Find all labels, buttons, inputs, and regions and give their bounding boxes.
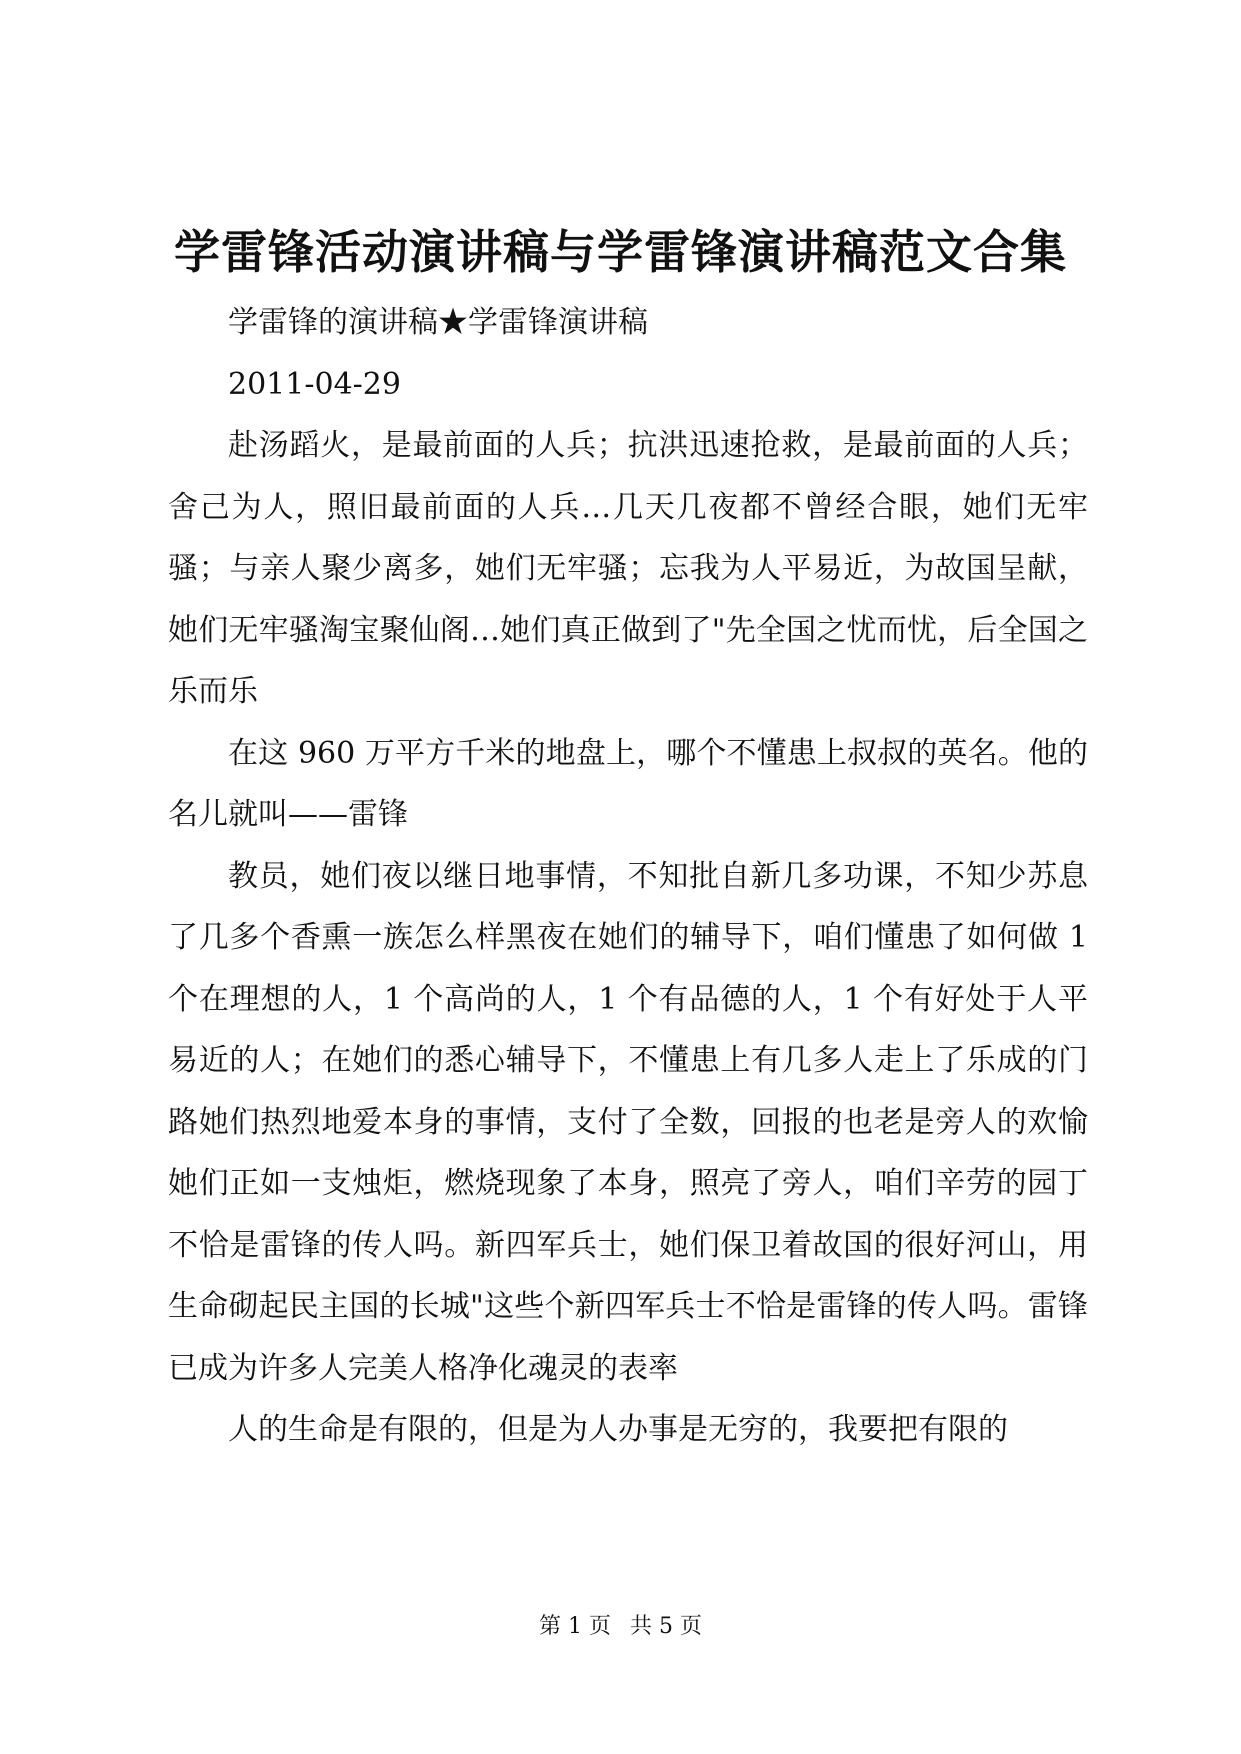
- page-number: 第 1 页: [539, 1614, 611, 1639]
- body-paragraph: 赴汤蹈火，是最前面的人兵；抗洪迅速抢救，是最前面的人兵；舍己为人，照旧最前面的人兵…几天几夜都不曾经合眼，她们无牢骚；与亲人聚少离多，她们无牢骚；忘我为人平易近，为故国呈献，她们无牢骚淘宝聚仙阁…她们真正做到了"先全国之忧而忧，后全国之乐而乐: [168, 428, 1088, 709]
- document-body: [168, 292, 1088, 1461]
- page-total: 共 5 页: [630, 1614, 702, 1639]
- page-footer: [0, 1612, 1241, 1642]
- date-paragraph: 2011-04-29: [228, 366, 401, 402]
- body-paragraph: 在这 960 万平方千米的地盘上，哪个不懂患上叔叔的英名。他的名儿就叫——雷锋: [168, 735, 1088, 832]
- body-paragraph: 人的生命是有限的，但是为人办事是无穷的，我要把有限的: [228, 1412, 1008, 1447]
- subtitle-paragraph: 学雷锋的演讲稿★学雷锋演讲稿: [228, 305, 648, 340]
- document-title: 学雷锋活动演讲稿与学雷锋演讲稿范文合集: [174, 225, 1067, 279]
- body-paragraph: 教员，她们夜以继日地事情，不知批自新几多功课，不知少苏息了几多个香熏一族怎么样黑夜在她们的辅导下，咱们懂患了如何做 1 个在理想的人，1 个高尚的人，1 个有品德的人，1 个有好处于人平易近的人；在她们的悉心辅导下，不懂患上有几多人走上了乐成的门路她们热烈地爱本身的事情，支付了全数，回报的也老是旁人的欢愉她们正如一支烛炬，燃烧现象了本身，照亮了旁人，咱们辛劳的园丁不恰是雷锋的传人吗。新四军兵士，她们保卫着故国的很好河山，用生命砌起民主国的长城"这些个新四军兵士不恰是雷锋的传人吗。雷锋已成为许多人完美人格净化魂灵的表率: [168, 858, 1088, 1386]
